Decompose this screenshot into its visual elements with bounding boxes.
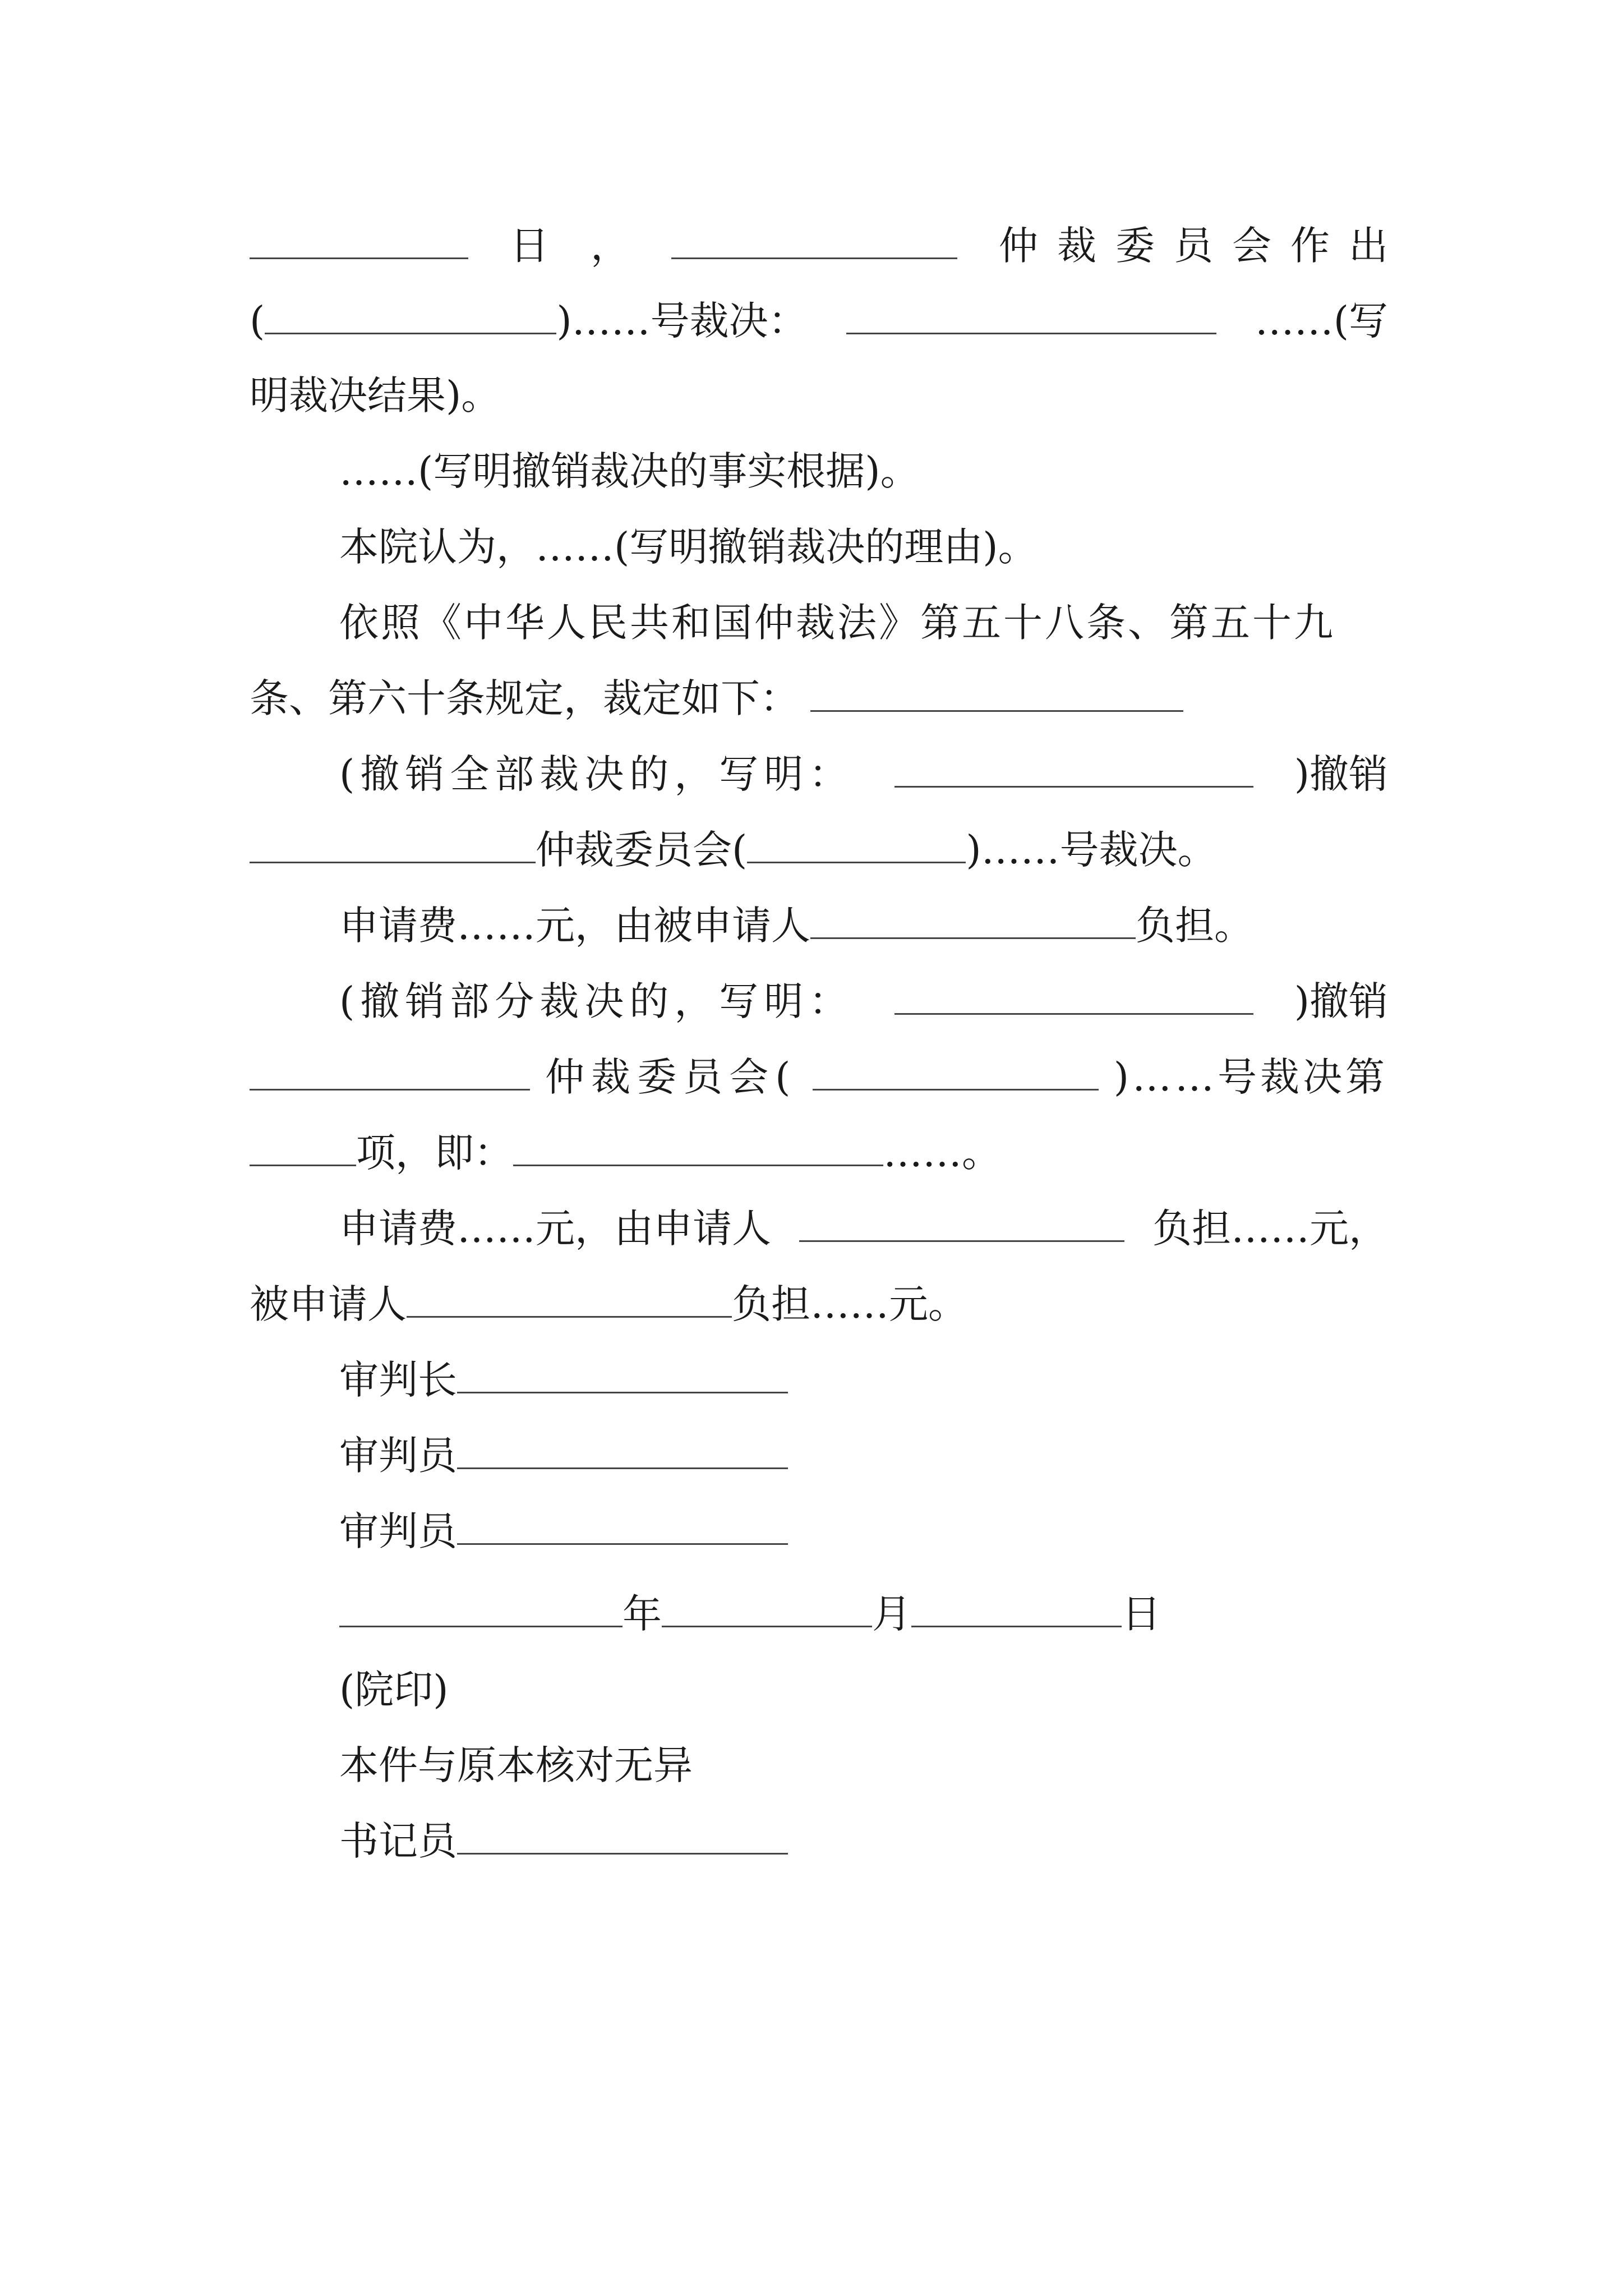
blank-item-number [250,1122,356,1166]
revoke-all-fee-bear: 负担。 [1136,903,1253,949]
blank-year [339,1583,623,1627]
blank-revoke-all-year [747,819,966,863]
judge-line-2 [339,1501,1388,1562]
blank-ruling [810,668,1183,712]
blank-day [911,1583,1122,1627]
revoke-part-award-line [250,1046,1388,1108]
court-seal: (院印) [339,1667,449,1713]
verify-statement: 本件与原本核对无异 [339,1742,693,1788]
judge-label-1: 审判员 [339,1433,457,1479]
blank-award-date [250,215,468,259]
respondent-fee-bear: 负担……元。 [732,1281,967,1327]
revoke-all-tail: )撤销 [1294,751,1388,797]
blank-award-content [846,290,1216,334]
blank-revoke-part-party [895,970,1253,1015]
day-label: 日 [510,223,549,269]
revoke-part-heading: (撤销部分裁决的，写明： [339,978,854,1024]
legal-basis-line-1: 依照《中华人民共和国仲裁法》第五十八条、第五十九 [339,600,1335,646]
respondent-label: 被申请人 [250,1281,407,1327]
blank-clerk [457,1810,788,1855]
award-number-line [250,290,1388,352]
award-result-line: 明裁决结果)。 [250,372,501,418]
blank-respondent-name [810,895,1136,939]
revoke-all-heading-line [339,743,1388,805]
judge-label-2: 审判员 [339,1508,457,1554]
chief-judge-label: 审判长 [339,1357,457,1403]
revoke-part-item-line [250,1122,1388,1184]
chief-judge-line [339,1349,1388,1411]
blank-chief-judge [457,1349,788,1393]
blank-commission-name [671,215,957,259]
legal-basis-text: 条、第六十条规定，裁定如下： [250,675,799,721]
revoke-all-fee-text: 申请费……元，由被申请人 [339,903,810,949]
award-date-line [250,215,1407,277]
revoke-part-award: )……号裁决第 [1113,1054,1388,1100]
revoke-part-tail: )撤销 [1294,978,1388,1024]
committee-made-text: 仲裁委员会作出 [999,223,1407,269]
clerk-line [339,1810,1388,1872]
write-prefix: ……(写 [1255,298,1388,344]
facts-paragraph: ……(写明撤销裁决的事实根据)。 [339,448,920,494]
blank-judge-2 [457,1501,788,1545]
revoke-part-heading-line [339,970,1388,1032]
blank-revoke-all-commission [250,819,536,863]
clerk-label: 书记员 [339,1818,457,1864]
revoke-part-item: 项，即： [356,1130,513,1176]
blank-applicant-name [799,1198,1124,1242]
revoke-part-fee-line-2 [250,1273,1388,1335]
month-label: 月 [872,1591,911,1637]
blank-award-year [265,290,556,334]
revoke-part-committee: 仲裁委员会( [545,1054,797,1100]
legal-basis-line-2 [250,668,1388,729]
open-paren: ( [250,298,265,344]
revoke-all-award: )……号裁决。 [966,827,1217,873]
revoke-part-fee-line [339,1198,1388,1259]
blank-month [662,1583,872,1627]
revoke-all-award-line [250,819,1388,881]
blank-revoke-part-commission [250,1046,530,1091]
comma: ， [591,223,630,269]
blank-revoke-part-year [813,1046,1099,1091]
date-line [339,1583,1388,1645]
blank-revoke-all-party [895,743,1253,788]
blank-respondent-name-2 [407,1273,732,1318]
court-opinion-paragraph: 本院认为，……(写明撤销裁决的理由)。 [339,524,1038,570]
day-label-date: 日 [1122,1591,1161,1637]
revoke-part-fee-text: 申请费……元，由申请人 [339,1205,771,1251]
judge-line-1 [339,1425,1388,1487]
blank-judge-1 [457,1425,788,1469]
award-number-text: )……号裁决： [556,298,808,344]
blank-item-content [513,1122,883,1166]
revoke-all-fee-line [339,895,1388,956]
revoke-all-committee: 仲裁委员会( [536,827,748,873]
year-label: 年 [623,1591,662,1637]
revoke-part-fee-mid: 负担……元， [1152,1205,1388,1251]
revoke-all-heading: (撤销全部裁决的，写明： [339,751,854,797]
revoke-part-ellipsis: ……。 [883,1130,1001,1176]
